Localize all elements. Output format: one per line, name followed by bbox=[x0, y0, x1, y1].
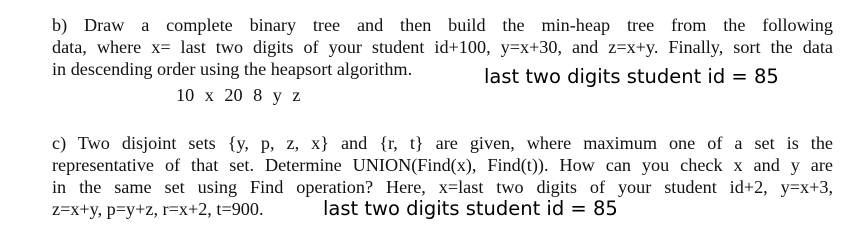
part-b-sequence: 10 x 20 8 y z bbox=[176, 85, 301, 105]
part-c-line-4: z=x+y, p=y+z, r=x+2, t=900. bbox=[52, 199, 264, 219]
part-c-line-3: in the same set using Find operation? Here, x=last two digits of your student id+2, y=x+3, bbox=[52, 177, 833, 197]
part-c-annotation: last two digits student id = 85 bbox=[323, 197, 618, 220]
part-b-line-2: data, where x= last two digits of your student id+100, y=x+30, and z=x+y. Finally, sort the data bbox=[52, 37, 833, 57]
part-b-line-3: in descending order using the heapsort algorithm. bbox=[52, 59, 413, 79]
part-c-line-1: c) Two disjoint sets {y, p, z, x} and {r, t} are given, where maximum one of a set is the bbox=[52, 133, 833, 153]
part-b-annotation: last two digits student id = 85 bbox=[484, 65, 779, 88]
part-c-line-2: representative of that set. Determine UNION(Find(x), Find(t)). How can you check x and y are bbox=[52, 155, 833, 175]
part-b-line-1: b) Draw a complete binary tree and then build the min-heap tree from the following bbox=[52, 15, 833, 35]
